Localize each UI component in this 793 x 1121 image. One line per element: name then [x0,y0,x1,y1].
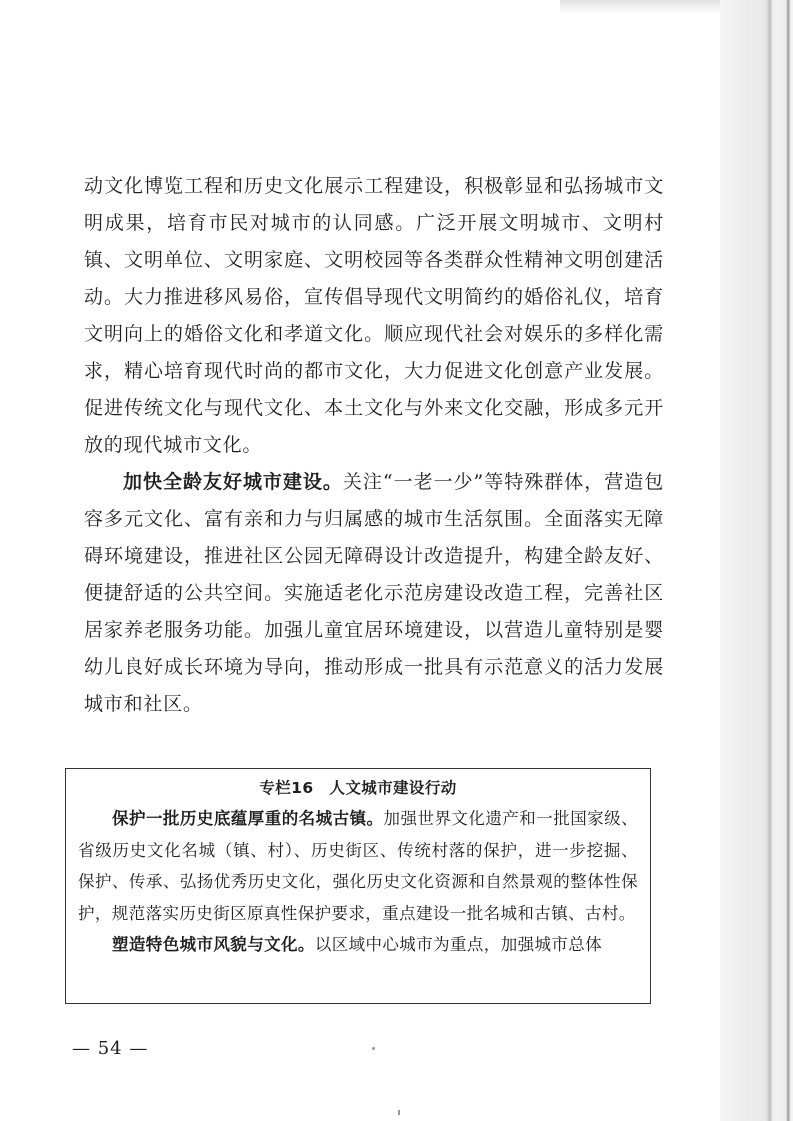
main-text [84,168,664,723]
box-item-text: 以区域中心城市为重点，加强城市总体 [314,935,603,954]
scan-page-edge [720,0,793,1121]
box-item-heading: 保护一批历史底蕴厚重的名城古镇。 [112,809,384,828]
paragraph-text: 关注“一老一少”等特殊群体，营造包容多元文化、富有亲和力与归属感的城市生活氛围。全面落实无障碍环境建设，推进社区公园无障碍设计改造提升，构建全龄友好、便捷舒适的公共空间。实施适老化示范房建设改造工程，完善社区居家养老服务功能。加强儿童宜居环境建设，以营造儿童特别是婴幼儿良好成长环境为导向，推动形成一批具有示范意义的活力发展城市和社区。 [84,471,664,715]
page-number: — 54 — [72,1038,149,1059]
paragraph-culture: 动文化博览工程和历史文化展示工程建设，积极彰显和弘扬城市文明成果，培育市民对城市的认同感。广泛开展文明城市、文明村镇、文明单位、文明家庭、文明校园等各类群众性精神文明创建活动。大力推进移风易俗，宣传倡导现代文明简约的婚俗礼仪，培育文明向上的婚俗文化和孝道文化。顺应现代社会对娱乐的多样化需求，精心培育现代时尚的都市文化，大力促进文化创意产业发展。促进传统文化与现代文化、本土文化与外来文化交融，形成多元开放的现代城市文化。 [84,175,664,456]
paragraph-age-friendly [84,464,664,723]
paragraph-heading: 加快全龄友好城市建设。 [123,471,343,493]
scan-speck [372,1047,375,1050]
column-box [65,768,651,1004]
box-item-heading: 塑造特色城市风貌与文化。 [112,935,315,954]
box-title: 专栏16 人文城市建设行动 [259,779,457,797]
box-item-features [78,929,638,961]
scan-speck [398,1110,400,1115]
box-item-heritage [78,803,638,929]
box-item-text: 加强世界文化遗产和一批国家级、省级历史文化名城（镇、村）、历史街区、传统村落的保护，进一步挖掘、保护、传承、弘扬优秀历史文化，强化历史文化资源和自然景观的整体性保护，规范落实历史街区原真性保护要求，重点建设一批名城和古镇、古村。 [78,809,639,923]
